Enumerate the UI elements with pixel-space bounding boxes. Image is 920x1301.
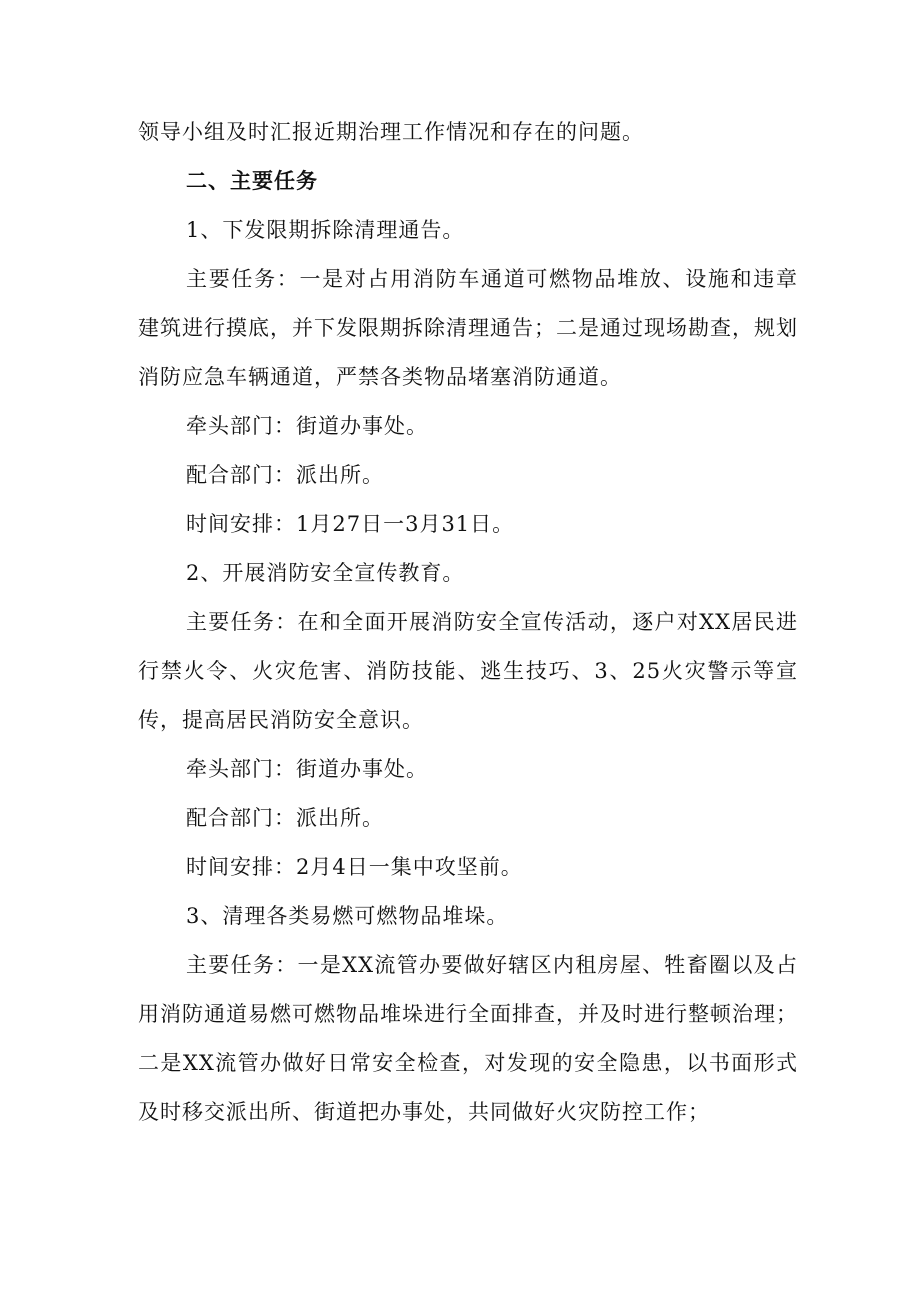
task-2-support-department: 配合部门：派出所。 <box>186 806 384 830</box>
task-2-schedule: 时间安排：2月4日一集中攻坚前。 <box>186 855 523 879</box>
task-2-title: 2、开展消防安全宣传教育。 <box>186 561 465 585</box>
task-1-support-department: 配合部门：派出所。 <box>186 463 384 487</box>
document-body <box>138 108 798 1137</box>
task-2-lead-department: 牵头部门：街道办事处。 <box>186 757 428 781</box>
task-1-description: 主要任务：一是对占用消防车通道可燃物品堆放、设施和违章建筑进行摸底，并下发限期拆除清理通告；二是通过现场勘查，规划消防应急车辆通道，严禁各类物品堵塞消防通道。 <box>138 267 798 389</box>
task-1-lead-department: 牵头部门：街道办事处。 <box>186 414 428 438</box>
task-2-description: 主要任务：在和全面开展消防安全宣传活动，逐户对XX居民进行禁火令、火灾危害、消防技能、逃生技巧、3、25火灾警示等宣传，提高居民消防安全意识。 <box>138 610 798 732</box>
task-3-title: 3、清理各类易燃可燃物品堆垛。 <box>186 904 509 928</box>
paragraph-continuation: 领导小组及时汇报近期治理工作情况和存在的问题。 <box>138 120 644 144</box>
section-heading: 二、主要任务 <box>186 169 318 193</box>
task-3-description: 主要任务：一是XX流管办要做好辖区内租房屋、牲畜圈以及占用消防通道易燃可燃物品堆垛进行全面排查，并及时进行整顿治理；二是XX流管办做好日常安全检查，对发现的安全隐患，以书面形式及时移交派出所、街道把办事处，共同做好火灾防控工作； <box>138 953 798 1124</box>
task-1-title: 1、下发限期拆除清理通告。 <box>186 218 465 242</box>
task-1-schedule: 时间安排：1月27日一3月31日。 <box>186 512 515 536</box>
